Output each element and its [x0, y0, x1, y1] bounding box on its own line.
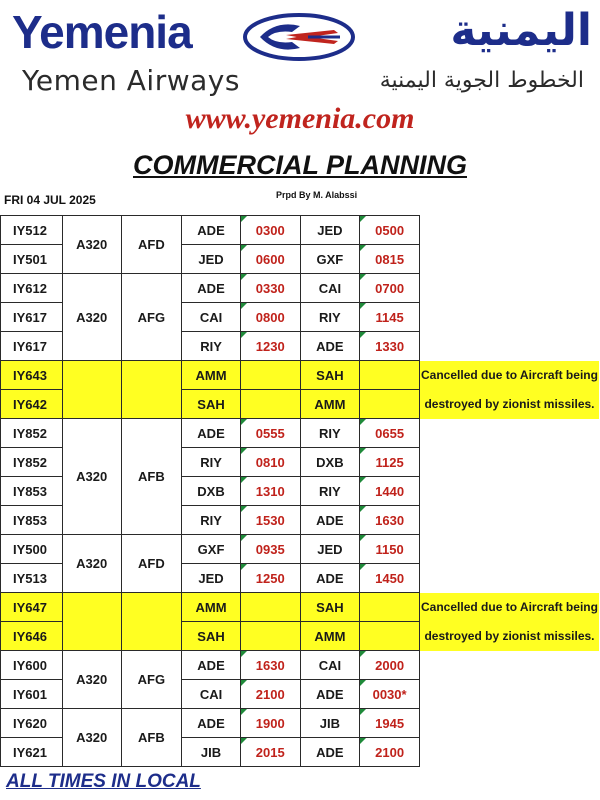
arrival-time: 1945 [360, 709, 420, 738]
aircraft-type: A320 [62, 651, 121, 709]
table-row-cancelled [1, 361, 600, 390]
table-row [1, 216, 600, 245]
origin: CAI [182, 303, 241, 332]
cancellation-note: Cancelled due to Aircraft being [419, 361, 599, 390]
flight-number: IY852 [1, 448, 63, 477]
departure-time: 1630 [240, 651, 300, 680]
arrival-time: 0815 [360, 245, 420, 274]
origin: JED [182, 245, 241, 274]
flight-number: IY617 [1, 332, 63, 361]
destination: GXF [300, 245, 360, 274]
flight-number: IY852 [1, 419, 63, 448]
flight-number: IY512 [1, 216, 63, 245]
arrival-time: 1630 [360, 506, 420, 535]
destination: DXB [300, 448, 360, 477]
arrival-time [360, 593, 420, 622]
aircraft-reg: AFD [121, 216, 182, 274]
arrival-time: 0655 [360, 419, 420, 448]
website-link[interactable]: www.yemenia.com [185, 102, 415, 135]
destination: SAH [300, 361, 360, 390]
origin: SAH [182, 390, 241, 419]
aircraft-reg: AFG [121, 274, 182, 361]
departure-time [240, 622, 300, 651]
origin: JED [182, 564, 241, 593]
departure-time: 0800 [240, 303, 300, 332]
destination: CAI [300, 651, 360, 680]
destination: JED [300, 216, 360, 245]
destination: ADE [300, 332, 360, 361]
brand-name-ar: اليمنية [450, 5, 592, 56]
destination: ADE [300, 506, 360, 535]
arrival-time: 1450 [360, 564, 420, 593]
aircraft-type-empty [62, 593, 121, 651]
departure-time: 0810 [240, 448, 300, 477]
origin: ADE [182, 274, 241, 303]
aircraft-reg-empty [121, 593, 182, 651]
arrival-time: 2100 [360, 738, 420, 767]
brand-subtitle-en: Yemen Airways [22, 64, 240, 97]
departure-time: 1530 [240, 506, 300, 535]
flight-number: IY646 [1, 622, 63, 651]
footer-note: ALL TIMES IN LOCAL [6, 771, 201, 792]
aircraft-reg: AFD [121, 535, 182, 593]
departure-time [240, 361, 300, 390]
arrival-time: 0700 [360, 274, 420, 303]
destination: ADE [300, 738, 360, 767]
destination: SAH [300, 593, 360, 622]
origin: RIY [182, 332, 241, 361]
origin: AMM [182, 593, 241, 622]
aircraft-type: A320 [62, 709, 121, 767]
origin: AMM [182, 361, 241, 390]
origin: ADE [182, 709, 241, 738]
origin: GXF [182, 535, 241, 564]
origin: DXB [182, 477, 241, 506]
page-title: COMMERCIAL PLANNING [133, 150, 467, 180]
brand-subtitle-ar: الخطوط الجوية اليمنية [379, 68, 584, 93]
origin: RIY [182, 448, 241, 477]
cancellation-note: destroyed by zionist missiles. [419, 390, 599, 419]
schedule-date: FRI 04 JUL 2025 [4, 193, 96, 207]
aircraft-type: A320 [62, 535, 121, 593]
table-row [1, 535, 600, 564]
departure-time: 1310 [240, 477, 300, 506]
destination: JIB [300, 709, 360, 738]
aircraft-reg-empty [121, 361, 182, 419]
aircraft-type: A320 [62, 216, 121, 274]
arrival-time: 1125 [360, 448, 420, 477]
departure-time: 1250 [240, 564, 300, 593]
flight-number: IY617 [1, 303, 63, 332]
flight-number: IY853 [1, 477, 63, 506]
aircraft-type: A320 [62, 274, 121, 361]
flight-number: IY601 [1, 680, 63, 709]
destination: ADE [300, 564, 360, 593]
destination: JED [300, 535, 360, 564]
brand-name-en: Yemenia [12, 6, 192, 58]
aircraft-type: A320 [62, 419, 121, 535]
departure-time: 0600 [240, 245, 300, 274]
departure-time: 1230 [240, 332, 300, 361]
departure-time: 0935 [240, 535, 300, 564]
departure-time [240, 390, 300, 419]
arrival-time [360, 390, 420, 419]
table-row [1, 709, 600, 738]
arrival-time [360, 361, 420, 390]
flight-number: IY501 [1, 245, 63, 274]
table-row-cancelled [1, 593, 600, 622]
flight-number: IY600 [1, 651, 63, 680]
arrival-time: 2000 [360, 651, 420, 680]
table-row [1, 651, 600, 680]
airline-logo-icon [242, 12, 356, 62]
origin: SAH [182, 622, 241, 651]
departure-time: 2015 [240, 738, 300, 767]
departure-time [240, 593, 300, 622]
aircraft-reg: AFG [121, 651, 182, 709]
origin: ADE [182, 419, 241, 448]
origin: JIB [182, 738, 241, 767]
flight-number: IY853 [1, 506, 63, 535]
flight-number: IY620 [1, 709, 63, 738]
arrival-time: 1145 [360, 303, 420, 332]
flight-number: IY513 [1, 564, 63, 593]
arrival-time: 1150 [360, 535, 420, 564]
arrival-time: 0030* [360, 680, 420, 709]
destination: RIY [300, 303, 360, 332]
flight-number: IY642 [1, 390, 63, 419]
schedule-table [0, 215, 600, 767]
flight-number: IY500 [1, 535, 63, 564]
departure-time: 0555 [240, 419, 300, 448]
flight-number: IY612 [1, 274, 63, 303]
destination: RIY [300, 477, 360, 506]
cancellation-note: Cancelled due to Aircraft being [419, 593, 599, 622]
departure-time: 0330 [240, 274, 300, 303]
aircraft-type-empty [62, 361, 121, 419]
prepared-by: Prpd By M. Alabssi [276, 190, 358, 200]
table-row [1, 274, 600, 303]
arrival-time: 1330 [360, 332, 420, 361]
origin: RIY [182, 506, 241, 535]
destination: CAI [300, 274, 360, 303]
arrival-time: 0500 [360, 216, 420, 245]
aircraft-reg: AFB [121, 419, 182, 535]
flight-number: IY643 [1, 361, 63, 390]
destination: AMM [300, 622, 360, 651]
arrival-time: 1440 [360, 477, 420, 506]
arrival-time [360, 622, 420, 651]
origin: CAI [182, 680, 241, 709]
departure-time: 2100 [240, 680, 300, 709]
origin: ADE [182, 216, 241, 245]
flight-number: IY621 [1, 738, 63, 767]
origin: ADE [182, 651, 241, 680]
cancellation-note: destroyed by zionist missiles. [419, 622, 599, 651]
aircraft-reg: AFB [121, 709, 182, 767]
destination: ADE [300, 680, 360, 709]
departure-time: 1900 [240, 709, 300, 738]
table-row [1, 419, 600, 448]
flight-number: IY647 [1, 593, 63, 622]
departure-time: 0300 [240, 216, 300, 245]
destination: AMM [300, 390, 360, 419]
destination: RIY [300, 419, 360, 448]
